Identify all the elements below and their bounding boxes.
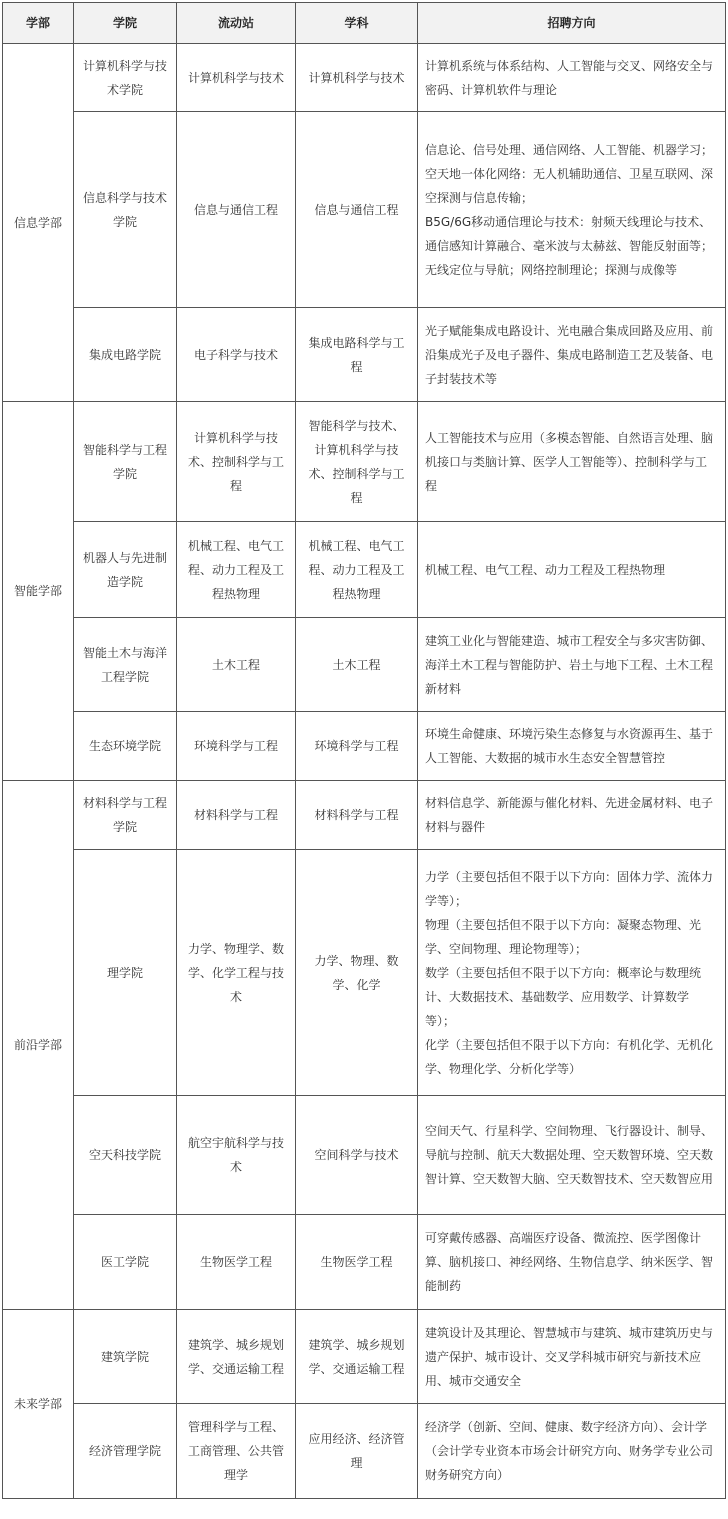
college-cell: 建筑学院 — [74, 1310, 177, 1404]
station-cell: 航空宇航科学与技术 — [177, 1096, 296, 1215]
department-cell: 未来学部 — [3, 1310, 74, 1499]
subject-cell: 计算机科学与技术 — [296, 44, 418, 112]
college-cell: 机器人与先进制造学院 — [74, 522, 177, 618]
direction-cell — [418, 112, 726, 308]
station-cell: 机械工程、电气工程、动力工程及工程热物理 — [177, 522, 296, 618]
header-station: 流动站 — [177, 3, 296, 44]
station-cell: 土木工程 — [177, 618, 296, 712]
recruitment-table — [2, 2, 726, 1499]
header-subject: 学科 — [296, 3, 418, 44]
station-cell: 环境科学与工程 — [177, 712, 296, 781]
table-row — [3, 402, 726, 522]
direction-cell — [418, 781, 726, 850]
header-college: 学院 — [74, 3, 177, 44]
direction-line: 数学（主要包括但不限于以下方向：概率论与数理统计、大数据技术、基础数学、应用数学、计算数学等）； — [425, 965, 702, 1028]
direction-line: 计算机系统与体系结构、人工智能与交叉、网络安全与密码、计算机软件与理论 — [425, 58, 714, 97]
direction-line: 材料信息学、新能源与催化材料、先进金属材料、电子材料与器件 — [425, 796, 714, 834]
college-cell: 计算机科学与技术学院 — [74, 44, 177, 112]
college-cell: 集成电路学院 — [74, 308, 177, 402]
table-row — [3, 712, 726, 781]
direction-line: 机械工程、电气工程、动力工程及工程热物理 — [425, 562, 666, 577]
subject-cell: 空间科学与技术 — [296, 1096, 418, 1215]
table-row — [3, 1404, 726, 1499]
table-row — [3, 308, 726, 402]
direction-line: 建筑工业化与智能建造、城市工程安全与多灾害防御、海洋土木工程与智能防护、岩土与地下工程、土木工程新材料 — [425, 633, 714, 696]
station-cell: 计算机科学与技术、控制科学与工程 — [177, 402, 296, 522]
direction-line: 无线定位与导航；网络控制理论；探测与成像等 — [425, 262, 678, 277]
direction-cell — [418, 522, 726, 618]
subject-cell: 信息与通信工程 — [296, 112, 418, 308]
direction-line: 环境生命健康、环境污染生态修复与水资源再生、基于人工智能、大数据的城市水生态安全智慧管控 — [425, 727, 714, 765]
direction-line: 信息论、信号处理、通信网络、人工智能、机器学习；空天地一体化网络：无人机辅助通信、卫星互联网、深空探测与信息传输； — [425, 142, 714, 205]
table-row — [3, 781, 726, 850]
direction-cell — [418, 850, 726, 1096]
direction-line: 建筑设计及其理论、智慧城市与建筑、城市建筑历史与遗产保护、城市设计、交叉学科城市研究与新技术应用、城市交通安全 — [425, 1325, 714, 1388]
direction-line: 光子赋能集成电路设计、光电融合集成回路及应用、前沿集成光子及电子器件、集成电路制造工艺及装备、电子封装技术等 — [425, 323, 714, 386]
subject-cell: 集成电路科学与工程 — [296, 308, 418, 402]
table-row — [3, 1310, 726, 1404]
college-cell: 理学院 — [74, 850, 177, 1096]
department-cell: 信息学部 — [3, 44, 74, 402]
table-row — [3, 850, 726, 1096]
subject-cell: 力学、物理、数学、化学 — [296, 850, 418, 1096]
header-direction: 招聘方向 — [418, 3, 726, 44]
direction-line: 力学（主要包括但不限于以下方向：固体力学、流体力学等）； — [425, 869, 714, 908]
station-cell: 建筑学、城乡规划学、交通运输工程 — [177, 1310, 296, 1404]
subject-cell: 生物医学工程 — [296, 1215, 418, 1310]
direction-cell — [418, 1096, 726, 1215]
college-cell: 医工学院 — [74, 1215, 177, 1310]
table-row — [3, 618, 726, 712]
station-cell: 计算机科学与技术 — [177, 44, 296, 112]
direction-cell — [418, 712, 726, 781]
college-cell: 智能科学与工程学院 — [74, 402, 177, 522]
direction-line: 空间天气、行星科学、空间物理、飞行器设计、制导、导航与控制、航天大数据处理、空天数智环境、空天数智计算、空天数智大脑、空天数智技术、空天数智应用 — [425, 1124, 714, 1186]
direction-line: 化学（主要包括但不限于以下方向：有机化学、无机化学、物理化学、分析化学等） — [425, 1037, 714, 1076]
department-cell: 前沿学部 — [3, 781, 74, 1310]
table-row — [3, 1215, 726, 1310]
college-cell: 智能土木与海洋工程学院 — [74, 618, 177, 712]
direction-cell — [418, 402, 726, 522]
college-cell: 经济管理学院 — [74, 1404, 177, 1499]
subject-cell: 机械工程、电气工程、动力工程及工程热物理 — [296, 522, 418, 618]
direction-cell — [418, 1215, 726, 1310]
table-header-row — [3, 3, 726, 44]
direction-line: 物理（主要包括但不限于以下方向：凝聚态物理、光学、空间物理、理论物理等）； — [425, 917, 702, 956]
direction-line: B5G/6G移动通信理论与技术：射频天线理论与技术、通信感知计算融合、毫米波与太赫兹、智能反射面等； — [425, 214, 714, 253]
subject-cell: 环境科学与工程 — [296, 712, 418, 781]
direction-cell — [418, 308, 726, 402]
table-row — [3, 44, 726, 112]
subject-cell: 材料科学与工程 — [296, 781, 418, 850]
college-cell: 空天科技学院 — [74, 1096, 177, 1215]
station-cell: 材料科学与工程 — [177, 781, 296, 850]
direction-line: 经济学（创新、空间、健康、数字经济方向）、会计学（会计学专业资本市场会计研究方向、财务学专业公司财务研究方向） — [425, 1420, 714, 1482]
subject-cell: 土木工程 — [296, 618, 418, 712]
direction-cell — [418, 618, 726, 712]
college-cell: 信息科学与技术学院 — [74, 112, 177, 308]
direction-line: 可穿戴传感器、高端医疗设备、微流控、医学图像计算、脑机接口、神经网络、生物信息学、纳米医学、智能制药 — [425, 1231, 714, 1293]
college-cell: 材料科学与工程学院 — [74, 781, 177, 850]
subject-cell: 应用经济、经济管理 — [296, 1404, 418, 1499]
subject-cell: 智能科学与技术、计算机科学与技术、控制科学与工程 — [296, 402, 418, 522]
header-department: 学部 — [3, 3, 74, 44]
table-row — [3, 522, 726, 618]
station-cell: 力学、物理学、数学、化学工程与技术 — [177, 850, 296, 1096]
table-row — [3, 112, 726, 308]
station-cell: 电子科学与技术 — [177, 308, 296, 402]
station-cell: 生物医学工程 — [177, 1215, 296, 1310]
direction-line: 人工智能技术与应用（多模态智能、自然语言处理、脑机接口与类脑计算、医学人工智能等）、控制科学与工程 — [425, 430, 714, 493]
college-cell: 生态环境学院 — [74, 712, 177, 781]
table-row — [3, 1096, 726, 1215]
direction-cell — [418, 1404, 726, 1499]
station-cell: 信息与通信工程 — [177, 112, 296, 308]
station-cell: 管理科学与工程、工商管理、公共管理学 — [177, 1404, 296, 1499]
direction-cell — [418, 44, 726, 112]
department-cell: 智能学部 — [3, 402, 74, 781]
subject-cell: 建筑学、城乡规划学、交通运输工程 — [296, 1310, 418, 1404]
direction-cell — [418, 1310, 726, 1404]
